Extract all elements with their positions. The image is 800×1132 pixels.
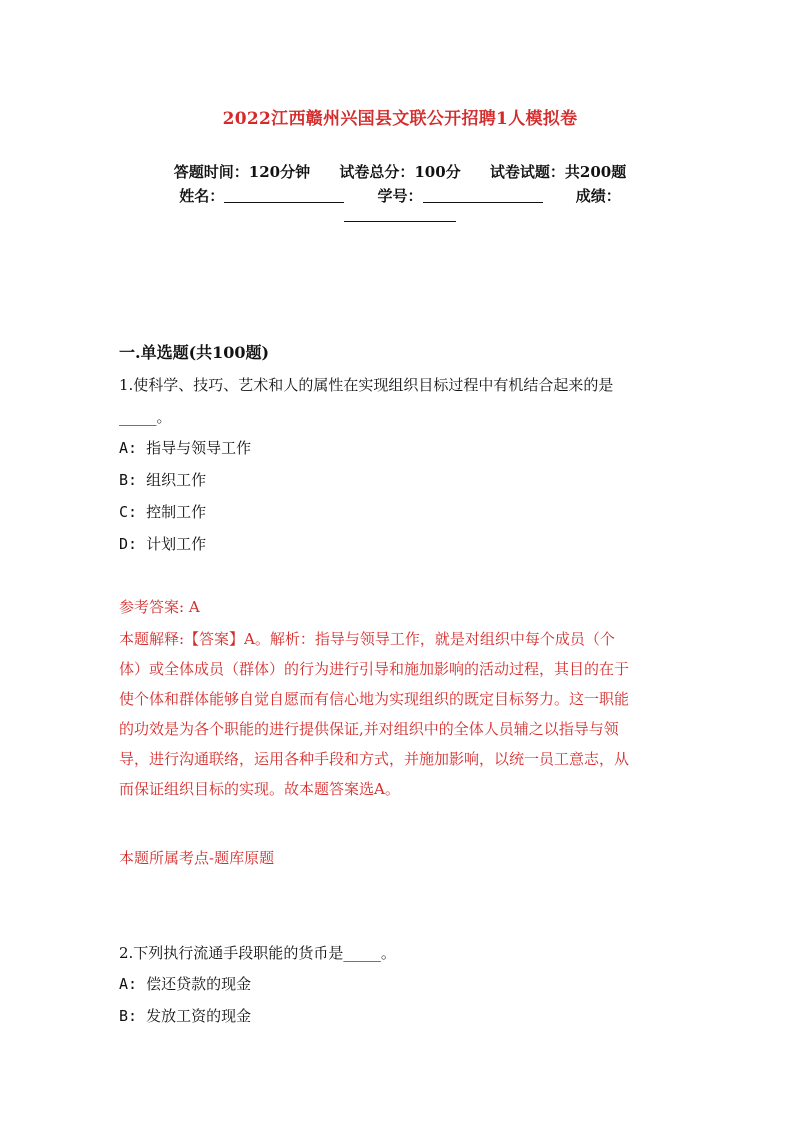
- explanation-line: 导，进行沟通联络，运用各种手段和方式，并施加影响，以统一员工意志，从: [119, 750, 630, 768]
- grade-field: [576, 185, 621, 206]
- grade-label: 成绩：: [575, 187, 621, 205]
- option-letter: A:: [119, 439, 138, 457]
- option-letter: A:: [119, 975, 138, 993]
- name-field: [179, 185, 344, 206]
- question-1-category: 本题所属考点-题库原题: [119, 849, 275, 867]
- name-blank: [224, 188, 344, 203]
- question-2-stem: 2.下列执行流通手段职能的货币是_____。: [119, 944, 396, 962]
- grade-blank: [344, 207, 456, 222]
- explanation-line: 本题解释:【答案】A。解析：指导与领导工作，就是对组织中每个成员（个: [119, 630, 615, 648]
- id-blank: [423, 188, 543, 203]
- section-heading: 一.单选题(共100题): [119, 343, 270, 362]
- explanation-line: 体）或全体成员（群体）的行为进行引导和施加影响的活动过程，其目的在于: [119, 660, 630, 678]
- option-text: 组织工作: [146, 471, 207, 489]
- question-1-option-b: [119, 469, 206, 490]
- id-field: [377, 185, 542, 206]
- question-1-option-c: [119, 501, 206, 522]
- exam-time: 答题时间：120分钟: [173, 163, 311, 181]
- explanation-line: 使个体和群体能够自觉自愿而有信心地为实现组织的既定目标努力。这一职能: [119, 690, 630, 708]
- option-text: 指导与领导工作: [146, 439, 252, 457]
- name-label: 姓名：: [179, 187, 225, 205]
- grade-blank-row: [0, 206, 800, 224]
- question-1-option-a: [119, 437, 251, 458]
- option-letter: B:: [119, 1007, 138, 1025]
- question-2-option-b: [119, 1005, 251, 1026]
- option-text: 计划工作: [146, 535, 207, 553]
- question-1-stem-line2: _____。: [119, 408, 172, 426]
- option-letter: B:: [119, 471, 138, 489]
- question-2-option-a: [119, 973, 251, 994]
- student-info-row: [0, 185, 800, 206]
- explanation-line: 的功效是为各个职能的进行提供保证,并对组织中的全体人员辅之以指导与领: [119, 720, 619, 738]
- explanation-line: 而保证组织目标的实现。故本题答案选A。: [119, 780, 400, 798]
- question-1-option-d: [119, 533, 206, 554]
- id-label: 学号：: [377, 187, 423, 205]
- question-1-answer: 参考答案: A: [119, 598, 200, 616]
- option-text: 发放工资的现金: [146, 1007, 252, 1025]
- exam-meta-info: [0, 161, 800, 182]
- option-text: 控制工作: [146, 503, 207, 521]
- question-1-stem-line1: 1.使科学、技巧、艺术和人的属性在实现组织目标过程中有机结合起来的是: [119, 376, 614, 394]
- exam-total-score: 试卷总分：100分: [339, 163, 461, 181]
- exam-title: 2022江西赣州兴国县文联公开招聘1人模拟卷: [222, 109, 578, 129]
- option-letter: C:: [119, 503, 138, 521]
- option-text: 偿还贷款的现金: [146, 975, 252, 993]
- exam-question-count: 试卷试题：共200题: [489, 163, 627, 181]
- option-letter: D:: [119, 535, 138, 553]
